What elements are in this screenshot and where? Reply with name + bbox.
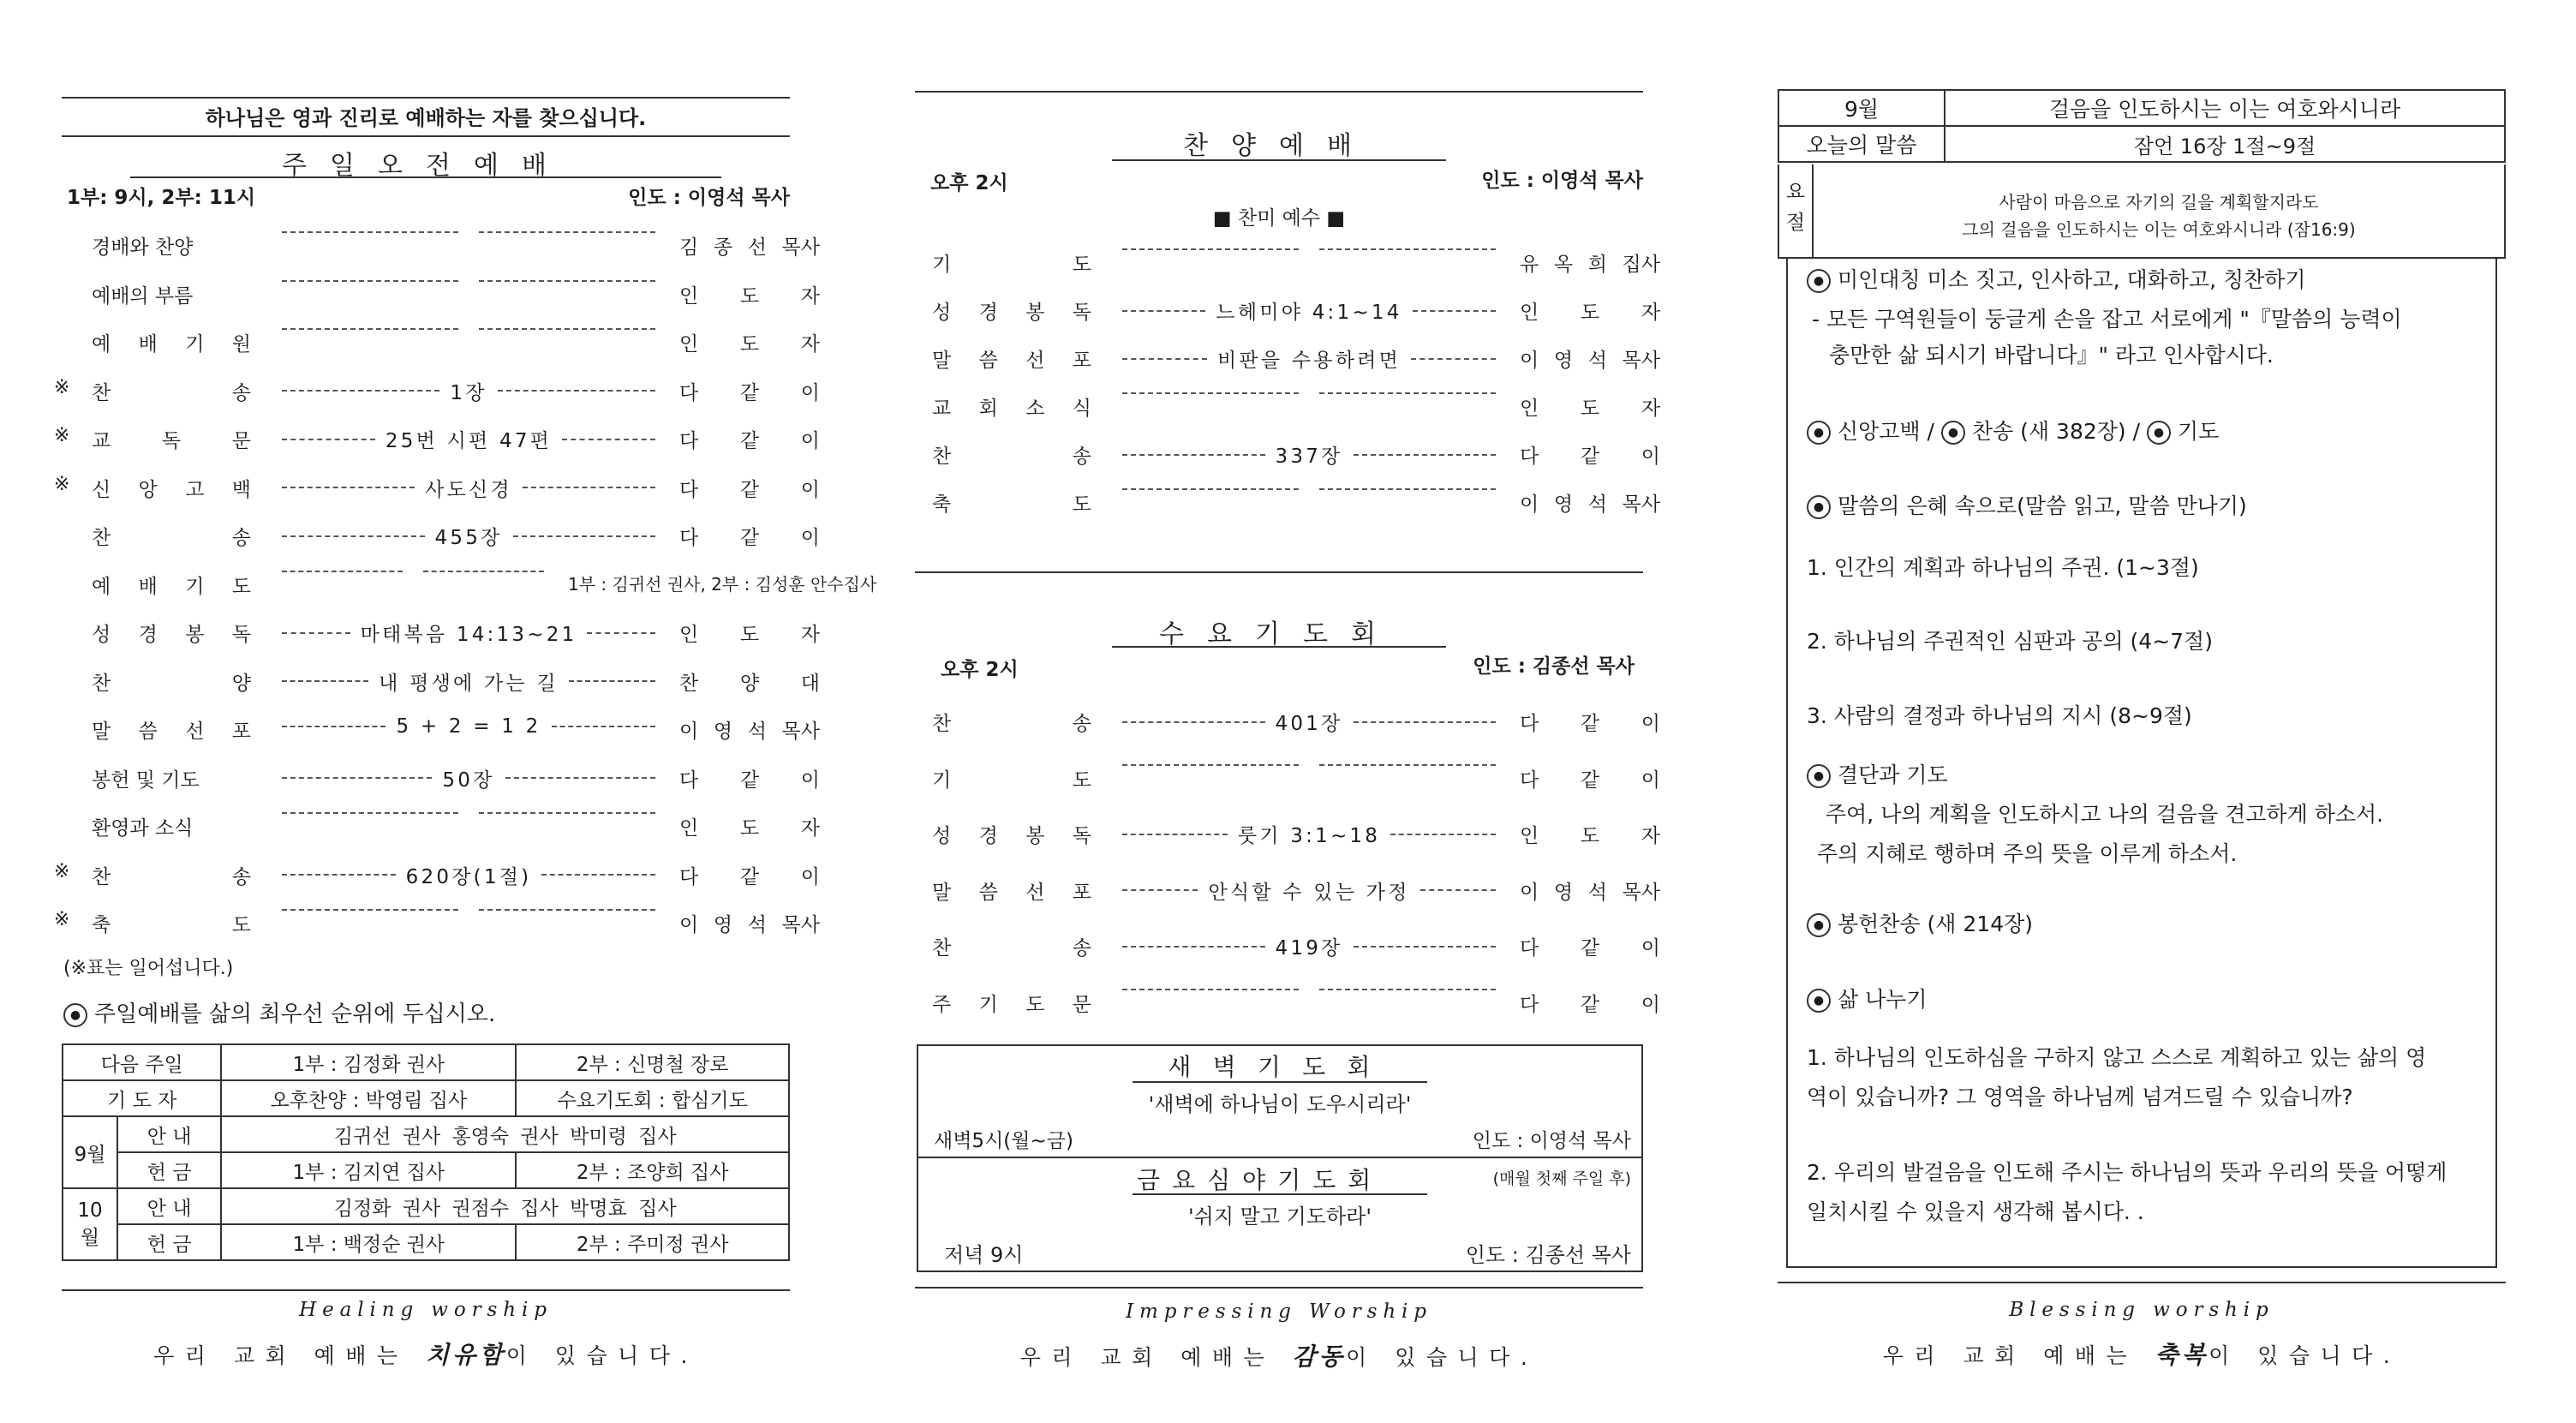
order-row — [92, 224, 820, 259]
study-guide-box — [1786, 257, 2497, 1268]
order-label: 경배와 찬양 — [92, 236, 194, 259]
praise-subtitle: ■ 찬미 예수 ■ — [1212, 207, 1346, 230]
order-label: 축 도 — [92, 914, 251, 936]
order-detail: 620장(1절) — [405, 865, 532, 888]
dawn-time: 새벽5시(월~금) — [934, 1130, 1073, 1152]
order-label: 찬 양 — [92, 672, 251, 695]
greeting-line: 충만한 삶 되시기 바랍니다』" 라고 인사합시다. — [1829, 343, 2274, 368]
section-greeting: ● 미인대칭 미소 짓고, 인사하고, 대화하고, 칭찬하기 — [1807, 260, 2483, 300]
table-label: 안 내 — [117, 1116, 221, 1152]
target-icon: ● — [2147, 421, 2171, 445]
service-leader: 인도 : 김종선 목사 — [1473, 655, 1635, 678]
order-detail: 419장 — [1275, 937, 1343, 960]
order-row — [92, 661, 820, 695]
order-row — [932, 481, 1660, 516]
standing-mark: ※ — [54, 376, 70, 398]
dashed-leader — [272, 861, 666, 889]
study-point: 1. 인간의 계획과 하나님의 주권. (1~3절) — [1807, 555, 2199, 580]
footer-line: 우리 교회 예배는 감동이 있습니다. — [1019, 1342, 1539, 1371]
title-underline — [130, 176, 721, 178]
panel-header: 하나님은 영과 진리로 예배하는 자를 찾으십니다. — [205, 106, 647, 130]
table-label: 헌 금 — [117, 1152, 221, 1188]
sharing-question: 2. 우리의 발걸음을 인도해 주시는 하나님의 뜻과 우리의 뜻을 어떻게 — [1807, 1160, 2447, 1185]
dashed-leader — [272, 764, 666, 792]
order-label: 기 도 — [932, 768, 1091, 792]
order-person: 유 옥 희 집사 — [1520, 254, 1660, 276]
standing-mark: ※ — [54, 860, 70, 882]
target-icon: ● — [1807, 269, 1831, 293]
divider — [62, 1289, 790, 1291]
order-label: 찬 송 — [932, 937, 1091, 960]
service-times: 1부: 9시, 2부: 11시 — [67, 187, 256, 209]
title-underline — [1112, 646, 1446, 648]
dashed-leader — [272, 474, 666, 502]
standing-mark: ※ — [54, 473, 70, 495]
dashed-leader — [272, 522, 666, 550]
order-label: 예 배 기 원 — [92, 333, 251, 356]
order-label: 말 씀 선 포 — [932, 881, 1091, 904]
order-person: 다 같 이 — [1520, 937, 1660, 960]
table-cell: 2부 : 조양희 집사 — [516, 1152, 789, 1188]
standing-note: (※표는 일어섭니다.) — [63, 958, 234, 979]
order-detail: 룻기 3:1~18 — [1237, 825, 1381, 847]
table-label: 헌 금 — [117, 1224, 221, 1260]
table-cell: 2부 : 신명철 장로 — [516, 1044, 789, 1080]
order-detail: 5 + 2 = 1 2 — [396, 715, 541, 738]
order-person: 인 도 자 — [679, 624, 820, 646]
footer-line: 우리 교회 예배는 치유함이 있습니다. — [153, 1341, 698, 1369]
order-label: 말 씀 선 포 — [932, 350, 1091, 372]
title-underline — [1112, 159, 1446, 161]
order-label: 교 회 소 식 — [932, 398, 1091, 420]
order-row — [932, 925, 1660, 960]
order-label: 성 경 봉 독 — [932, 302, 1091, 324]
dashed-leader — [272, 571, 554, 572]
dashed-leader — [1112, 344, 1506, 373]
order-row — [92, 612, 820, 646]
target-icon: ● — [1807, 764, 1831, 788]
dashed-leader — [1112, 820, 1506, 848]
order-person: 이 영 석 목사 — [1520, 493, 1660, 516]
dashed-leader — [1112, 876, 1506, 905]
order-row — [932, 870, 1660, 904]
dashed-leader — [272, 280, 666, 282]
dashed-leader — [1112, 392, 1506, 394]
sharing-question: 일치시킬 수 있을지 생각해 봅시다. . — [1807, 1199, 2144, 1224]
order-person: 다 같 이 — [1520, 713, 1660, 735]
section-sharing: ● 삶 나누기 — [1807, 980, 2483, 1019]
order-label: 성 경 봉 독 — [932, 825, 1091, 847]
theme-table — [1778, 89, 2506, 163]
title-underline — [1133, 1193, 1427, 1195]
table-cell: 1부 : 김지연 집사 — [221, 1152, 516, 1188]
dashed-leader — [1112, 708, 1506, 736]
sharing-question: 1. 하나님의 인도하심을 구하지 않고 스스로 계획하고 있는 삶의 영 — [1807, 1045, 2427, 1070]
dashed-leader — [272, 667, 666, 696]
order-person: 다 같 이 — [1520, 768, 1660, 792]
section-confession: ● 신앙고백 / ● 찬송 (새 382장) / ● 기도 — [1807, 412, 2483, 451]
dashed-leader — [272, 328, 666, 330]
standing-mark: ※ — [54, 425, 70, 446]
section-offering: ● 봉헌찬송 (새 214장) — [1807, 905, 2483, 944]
prayer-meetings-box — [917, 1044, 1643, 1272]
order-label: 봉헌 및 기도 — [92, 768, 200, 792]
order-label: 찬 송 — [92, 865, 251, 888]
target-icon: ● — [1807, 913, 1831, 937]
table-label: 다음 주일 — [63, 1044, 221, 1080]
order-person: 다 같 이 — [1520, 993, 1660, 1016]
order-row — [932, 701, 1660, 735]
order-detail: 비판을 수용하려면 — [1216, 350, 1402, 372]
order-row — [92, 273, 820, 308]
table-label: 안 내 — [117, 1188, 221, 1224]
order-row — [932, 242, 1660, 276]
order-person: 인 도 자 — [679, 284, 820, 308]
service-leader: 인도 : 이영석 목사 — [1481, 170, 1643, 192]
service-title: 주일오전예배 — [282, 151, 570, 181]
theme-cell: 걸음을 인도하시는 이는 여호와시니라 — [1945, 90, 2505, 126]
order-row — [932, 813, 1660, 847]
section-decision: ● 결단과 기도 — [1807, 756, 2483, 795]
key-verse-line: 그의 걸음을 인도하시는 이는 여호와시니라 (잠16:9) — [1962, 219, 2356, 240]
order-person: 이 영 석 목사 — [679, 720, 820, 743]
order-row — [932, 757, 1660, 792]
month-cell: 10월 — [63, 1188, 117, 1260]
title-underline — [1133, 1081, 1427, 1083]
dawn-leader: 인도 : 이영석 목사 — [1472, 1130, 1631, 1152]
order-detail: 455장 — [434, 527, 503, 549]
service-time: 오후 2시 — [930, 172, 1008, 194]
order-detail: 안식할 수 있는 가정 — [1208, 881, 1410, 904]
order-label: 예 배 기 도 — [92, 575, 251, 598]
order-person: 김 종 선 목사 — [679, 236, 820, 259]
order-label: 예배의 부름 — [92, 284, 194, 308]
order-person: 다 같 이 — [679, 478, 820, 501]
dawn-subtitle: '새벽에 하나님이 도우시리라' — [1148, 1092, 1412, 1116]
target-icon: ● — [1941, 421, 1965, 445]
footer-english: Healing worship — [299, 1299, 553, 1321]
order-row — [932, 982, 1660, 1016]
order-label: 기 도 — [932, 254, 1091, 276]
order-row — [54, 370, 820, 404]
dashed-leader — [272, 377, 666, 405]
order-detail: 마태복음 14:13~21 — [360, 624, 577, 646]
order-row — [932, 386, 1660, 420]
order-row — [932, 290, 1660, 324]
order-row — [92, 709, 820, 743]
order-person: 이 영 석 목사 — [1520, 350, 1660, 372]
order-person: 다 같 이 — [679, 527, 820, 549]
friday-leader: 인도 : 김종선 목사 — [1465, 1243, 1631, 1267]
today-reference: 잠언 16장 1절~9절 — [1945, 126, 2505, 162]
table-cell: 1부 : 김정화 권사 — [221, 1044, 516, 1080]
order-person: 다 같 이 — [679, 430, 820, 452]
target-icon: ● — [1807, 989, 1831, 1013]
prayer-line: 주여, 나의 계획을 인도하시고 나의 걸음을 견고하게 하소서. — [1826, 802, 2384, 827]
target-icon: ● — [1807, 421, 1831, 445]
key-verse-label: 요 절 — [1779, 164, 1814, 257]
table-label: 기 도 자 — [63, 1080, 221, 1116]
service-time: 오후 2시 — [941, 659, 1019, 681]
standing-mark: ※ — [54, 909, 70, 930]
divider — [915, 571, 1643, 573]
order-detail: 내 평생에 가는 길 — [379, 672, 559, 695]
study-point: 2. 하나님의 주권적인 심판과 공의 (4~7절) — [1807, 629, 2213, 654]
divider — [915, 91, 1643, 93]
table-cell: 1부 : 백정순 권사 — [221, 1224, 516, 1260]
order-label: 축 도 — [932, 493, 1091, 516]
order-detail: 1부 : 김귀선 권사, 2부 : 김성훈 안수집사 — [568, 573, 877, 595]
dashed-leader — [272, 619, 666, 647]
dashed-leader — [272, 812, 666, 814]
order-detail: 사도신경 — [425, 478, 512, 501]
order-person: 다 같 이 — [1520, 445, 1660, 468]
order-label: 교 독 문 — [92, 430, 251, 452]
order-person: 이 영 석 목사 — [679, 914, 820, 936]
key-verse-line: 사람이 마음으로 자기의 길을 계획할지라도 — [1999, 192, 2319, 212]
friday-subtitle: '쉬지 말고 기도하라' — [1188, 1205, 1372, 1229]
order-detail: 401장 — [1275, 713, 1343, 735]
order-row — [92, 515, 820, 549]
study-point: 3. 사람의 결정과 하나님의 지시 (8~9절) — [1807, 703, 2192, 728]
order-person: 인 도 자 — [679, 817, 820, 840]
order-row — [54, 854, 820, 888]
order-row — [54, 467, 820, 501]
order-person: 다 같 이 — [679, 768, 820, 792]
friday-note: (매월 첫째 주일 후) — [1492, 1169, 1631, 1188]
dashed-leader — [272, 425, 666, 453]
table-cell: 수요기도회 : 합심기도 — [516, 1080, 789, 1116]
table-cell: 2부 : 주미정 권사 — [516, 1224, 789, 1260]
order-row — [54, 418, 820, 452]
order-row — [932, 433, 1660, 468]
dawn-title: 새벽기도회 — [1168, 1053, 1392, 1081]
target-icon: ● — [63, 1003, 87, 1027]
order-row — [92, 757, 820, 792]
order-detail: 337장 — [1275, 445, 1343, 468]
order-row — [92, 321, 820, 356]
dashed-leader — [272, 909, 666, 911]
dashed-leader — [1112, 296, 1506, 325]
order-person: 다 같 이 — [679, 381, 820, 404]
order-person: 이 영 석 목사 — [1520, 881, 1660, 904]
table-cell: 김정화 권사 권점수 집사 박명효 집사 — [221, 1188, 789, 1224]
section-word: ● 말씀의 은혜 속으로(말씀 읽고, 말씀 만나기) — [1807, 487, 2483, 526]
divider — [62, 97, 790, 99]
order-person: 인 도 자 — [1520, 302, 1660, 324]
month-cell: 9월 — [63, 1116, 117, 1188]
order-label: 주 기 도 문 — [932, 993, 1091, 1016]
order-label: 성 경 봉 독 — [92, 624, 251, 646]
order-row — [92, 805, 820, 840]
order-detail: 느헤미야 4:1~14 — [1216, 302, 1402, 324]
month-cell: 9월 — [1778, 90, 1945, 126]
order-label: 찬 송 — [92, 527, 251, 549]
dashed-leader — [1112, 989, 1506, 990]
dashed-leader — [1112, 932, 1506, 960]
divider — [915, 1287, 1643, 1288]
table-cell: 오후찬양 : 박영림 집사 — [221, 1080, 516, 1116]
footer-english: Blessing worship — [2009, 1299, 2274, 1321]
divider — [62, 135, 790, 137]
divider — [1778, 1282, 2506, 1283]
order-detail: 50장 — [442, 768, 495, 792]
sharing-question: 역이 있습니까? 그 영역을 하나님께 넘겨드릴 수 있습니까? — [1807, 1085, 2353, 1109]
order-label: 말 씀 선 포 — [92, 720, 251, 743]
order-label: 찬 송 — [92, 381, 251, 404]
order-label: 찬 송 — [932, 713, 1091, 735]
order-row — [92, 564, 877, 598]
footer-line: 우리 교회 예배는 축복이 있습니다. — [1882, 1341, 2401, 1369]
order-row — [54, 902, 820, 936]
order-person: 인 도 자 — [679, 333, 820, 356]
order-person: 다 같 이 — [679, 865, 820, 888]
order-person: 인 도 자 — [1520, 398, 1660, 420]
divider — [918, 1157, 1641, 1158]
friday-title: 금요심야기도회 — [1137, 1166, 1384, 1194]
dashed-leader — [1112, 440, 1506, 469]
today-label: 오늘의 말씀 — [1778, 126, 1945, 162]
greeting-line: - 모든 구역원들이 둥글게 손을 잡고 서로에게 "『말씀의 능력이 — [1812, 307, 2402, 332]
dashed-leader — [272, 715, 666, 738]
service-leader: 인도 : 이영석 목사 — [628, 187, 790, 209]
priority-line: ● 주일예배를 삶의 최우선 순위에 두십시오. — [63, 996, 495, 1028]
order-person: 인 도 자 — [1520, 825, 1660, 847]
target-icon: ● — [1807, 495, 1831, 519]
order-detail: 1장 — [450, 381, 487, 404]
friday-time: 저녁 9시 — [944, 1243, 1024, 1267]
order-detail: 25번 시편 47편 — [385, 430, 553, 452]
prayer-line: 주의 지혜로 행하며 주의 뜻을 이루게 하소서. — [1817, 841, 2238, 866]
order-row — [932, 338, 1660, 372]
order-label: 환영과 소식 — [92, 817, 194, 840]
key-verse-box — [1778, 164, 2506, 259]
service-title: 수요기도회 — [1159, 619, 1399, 649]
order-label: 찬 송 — [932, 445, 1091, 468]
dashed-leader — [1112, 764, 1506, 766]
order-person: 찬 양 대 — [679, 672, 820, 695]
table-cell: 김귀선 권사 홍영숙 권사 박미령 집사 — [221, 1116, 789, 1152]
order-label: 신 앙 고 백 — [92, 478, 251, 501]
footer-english: Impressing Worship — [1126, 1300, 1432, 1323]
dashed-leader — [272, 231, 666, 233]
dashed-leader — [1112, 488, 1506, 490]
service-title: 찬양예배 — [1183, 131, 1375, 161]
prayer-schedule-table — [62, 1043, 790, 1261]
dashed-leader — [1112, 248, 1506, 250]
